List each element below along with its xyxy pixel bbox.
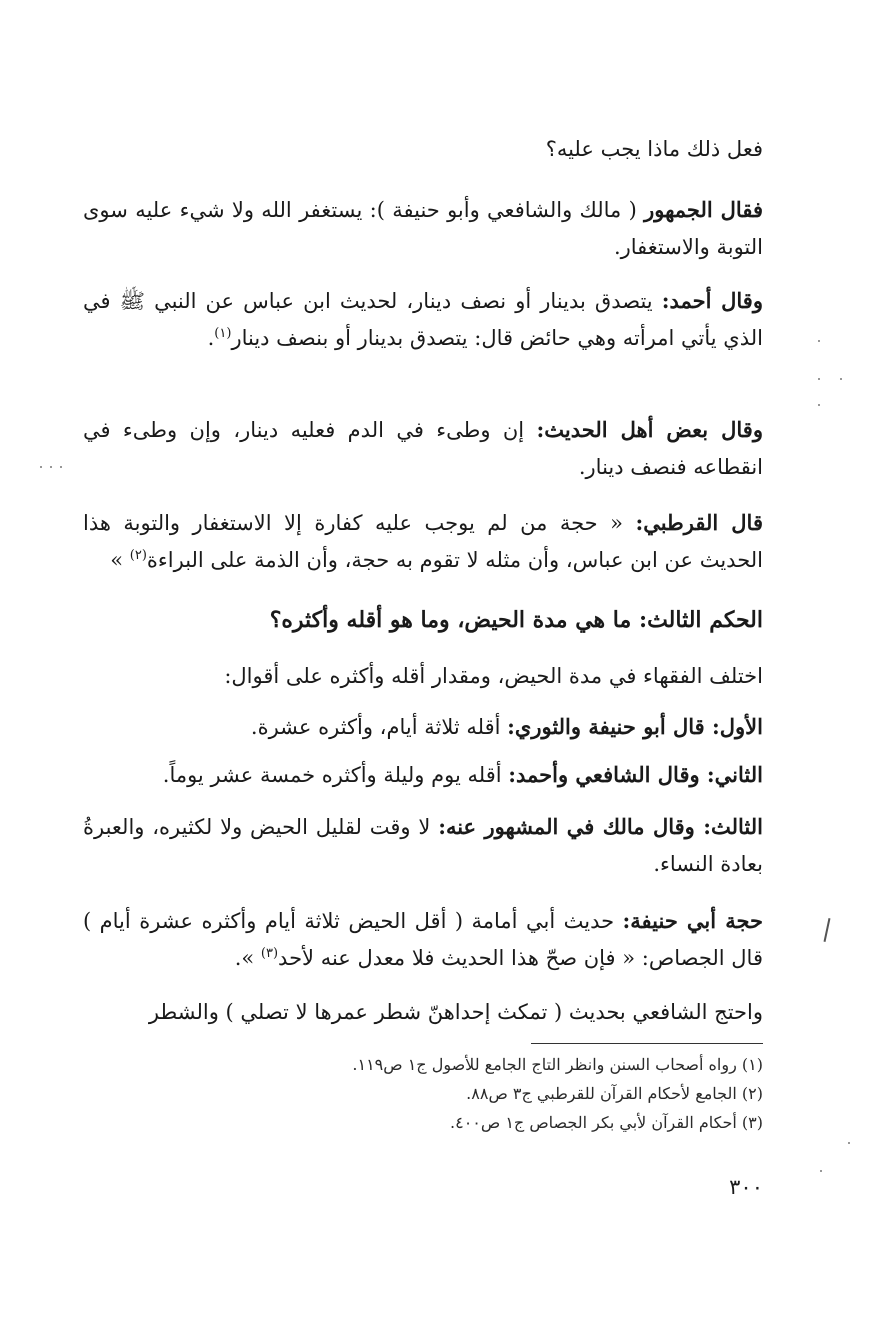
paragraph-intro [83, 658, 763, 695]
paragraph-tail: » [110, 548, 130, 572]
paragraph-third-opinion [83, 808, 763, 883]
paragraph-ahl-hadith [83, 411, 763, 486]
paragraph-first-opinion [83, 708, 763, 746]
footnote-item: (١) رواه أصحاب السنن وانظر التاج الجامع للأصول ج١ ص١١٩. [352, 1055, 763, 1074]
paragraph-lead: الأول: قال أبو حنيفة والثوري: [507, 714, 763, 739]
footnote-ref: (١) [214, 326, 232, 341]
paragraph-jumhur [83, 191, 763, 266]
paragraph-text: يتصدق بدينار أو نصف دينار، لحديث ابن عباس عن النبي ﷺ في الذي يأتي امرأته وهي حائض قال: يتصدق بدينار أو بنصف دينار [83, 289, 763, 350]
footnote-item: (٢) الجامع لأحكام القرآن للقرطبي ج٣ ص٨٨. [466, 1084, 763, 1103]
paragraph-lead: الثالث: وقال مالك في المشهور عنه: [438, 814, 763, 839]
paragraph-text: أقله ثلاثة أيام، وأكثره عشرة. [250, 715, 508, 739]
paragraph-question [83, 131, 763, 168]
paragraph-text: فعل ذلك ماذا يجب عليه؟ [545, 137, 763, 161]
footnote-divider [531, 1043, 763, 1044]
paragraph-text: إن وطىء في الدم فعليه دينار، وإن وطىء في انقطاعه فنصف دينار. [83, 418, 763, 479]
paragraph-ahmad [83, 282, 763, 357]
heading-text: الحكم الثالث: ما هي مدة الحيض، وما هو أقله وأكثره؟ [269, 607, 763, 633]
paragraph-lead: وقال بعض أهل الحديث: [536, 417, 763, 442]
scan-speck [848, 1142, 850, 1144]
margin-mark [824, 918, 831, 942]
paragraph-text: ( مالك والشافعي وأبو حنيفة ): يستغفر الله ولا شيء عليه سوى التوبة والاستغفار. [83, 198, 763, 259]
footnote-item: (٣) أحكام القرآن لأبي بكر الجصاص ج١ ص٤٠٠. [450, 1113, 763, 1132]
scan-speck [840, 378, 842, 380]
section-heading [83, 602, 763, 639]
paragraph-tail: . [207, 326, 215, 350]
scan-speck [50, 466, 52, 468]
paragraph-text: « حجة من لم يوجب عليه كفارة إلا الاستغفار والتوبة هذا الحديث عن ابن عباس، وأن مثله لا تقوم به حجة، وأن الذمة على البراءة [83, 511, 763, 572]
footnote-ref: (٣) [260, 946, 279, 961]
paragraph-text: واحتج الشافعي بحديث ( تمكث إحداهنّ شطر عمرها لا تصلي ) والشطر [148, 1000, 763, 1024]
paragraph-lead: الثاني: وقال الشافعي وأحمد: [508, 762, 763, 787]
footnote-ref: (٢) [129, 548, 147, 563]
scan-speck [60, 466, 62, 468]
paragraph-lead: حجة أبي حنيفة: [622, 908, 764, 933]
scan-speck [40, 466, 42, 468]
paragraph-text: اختلف الفقهاء في مدة الحيض، ومقدار أقله وأكثره على أقوال: [224, 664, 763, 688]
paragraph-qurtubi [83, 504, 763, 579]
paragraph-lead: فقال الجمهور [644, 197, 763, 222]
paragraph-tail: ». [234, 946, 261, 970]
paragraph-text: حديث أبي أمامة ( أقل الحيض ثلاثة أيام وأكثره عشرة أيام ) قال الجصاص: « فإن صحّ هذا الحديث فلا معدل عنه لأحد [83, 909, 763, 970]
paragraph-shafii-proof [83, 994, 763, 1031]
paragraph-second-opinion [83, 756, 763, 794]
paragraph-lead: قال القرطبي: [635, 510, 763, 535]
scan-speck [818, 378, 820, 380]
page-number: ٣٠٠ [729, 1175, 763, 1199]
scan-speck [818, 340, 820, 342]
scan-speck [818, 404, 820, 406]
footnotes [83, 1050, 763, 1137]
paragraph-text: لا وقت لقليل الحيض ولا لكثيره، والعبرةُ بعادة النساء. [83, 815, 763, 876]
paragraph-abu-hanifa-proof [83, 902, 763, 977]
paragraph-lead: وقال أحمد: [661, 288, 763, 313]
paragraph-text: أقله يوم وليلة وأكثره خمسة عشر يوماً. [162, 763, 509, 787]
scan-speck [820, 1170, 822, 1172]
